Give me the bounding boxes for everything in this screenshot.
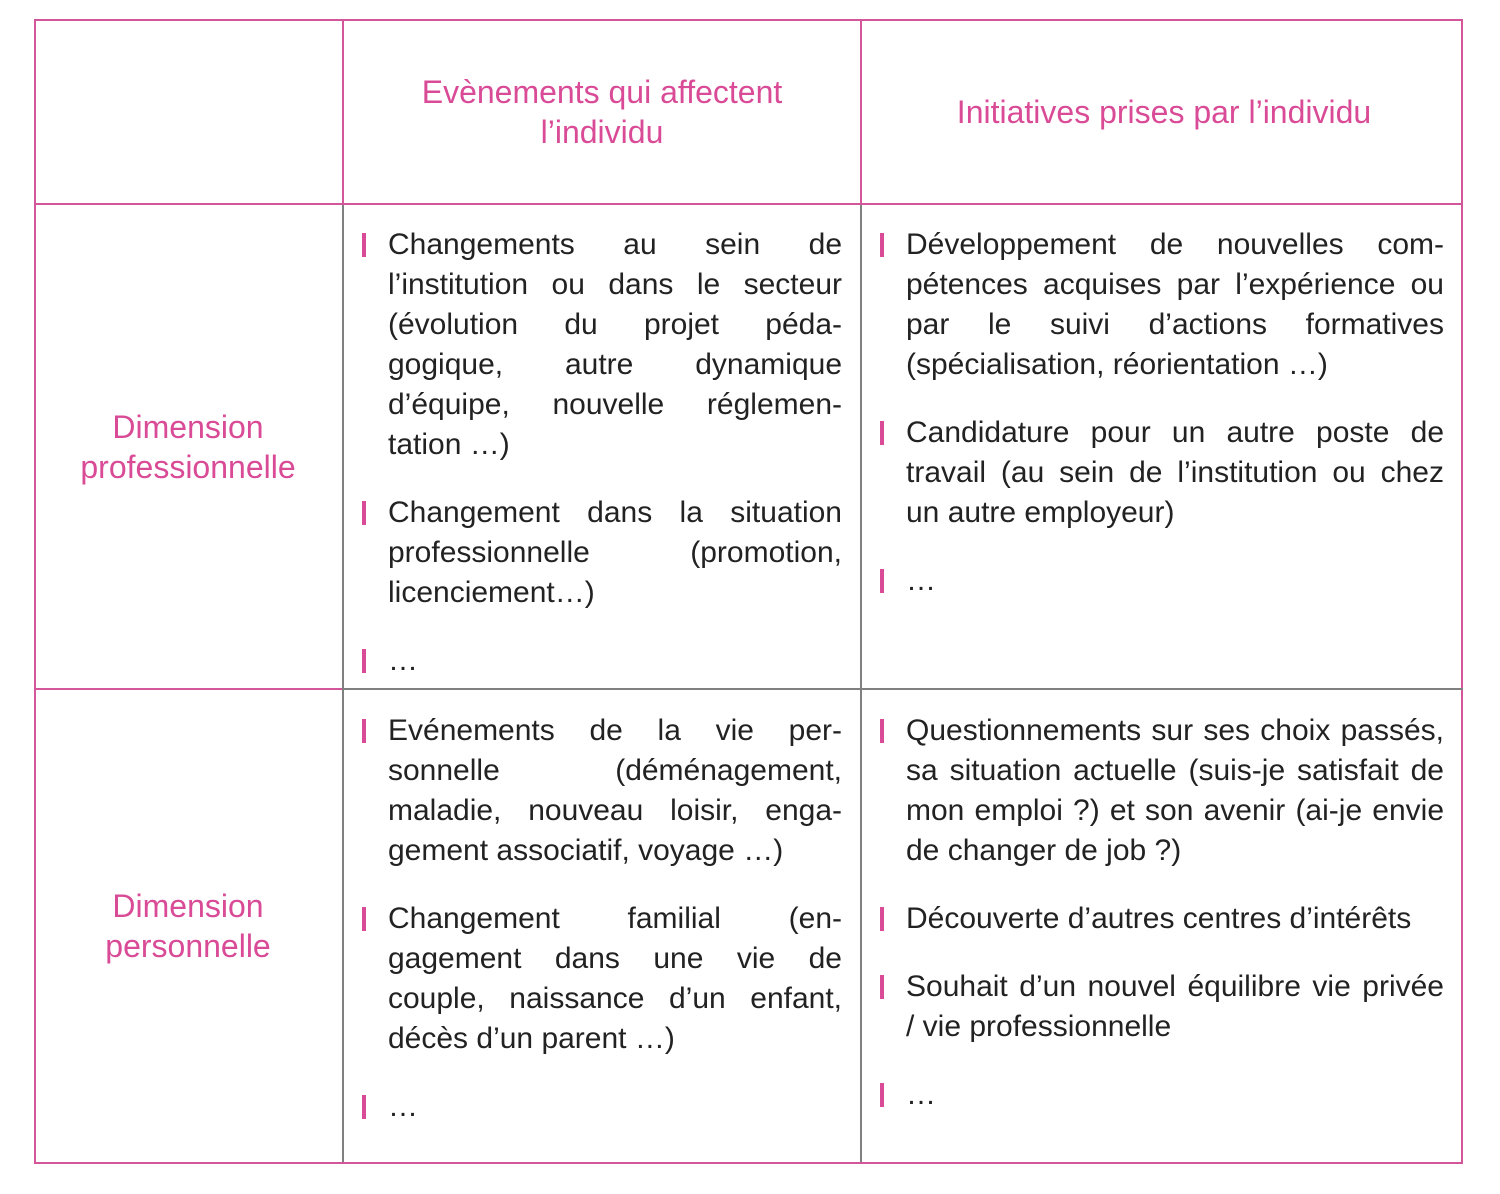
- list-item-text: …: [906, 564, 936, 597]
- cell-professional-initiatives: [878, 225, 1444, 629]
- list-item: [360, 711, 842, 871]
- list-item-text: Questionnements sur ses choix passés, sa situation actuelle (suis-je satisfait de mon emploi ?) et son avenir (ai-je envie de changer de job ?): [906, 714, 1444, 867]
- list-item: [360, 1087, 842, 1127]
- list-item-text: …: [388, 1090, 418, 1123]
- list-item-text: Découverte d’autres centres d’intérêts: [906, 902, 1412, 935]
- bullet-bar-icon: [880, 975, 884, 999]
- bullet-bar-icon: [880, 421, 884, 445]
- list-item: [878, 1075, 1444, 1115]
- list-item-text: Changement dans la situation professionnelle (promotion, licenciement…): [388, 496, 842, 609]
- row-label-professional: [64, 205, 312, 688]
- col-divider-2-header: [860, 19, 862, 205]
- row-label-professional-text: Dimension professionnelle: [80, 408, 296, 485]
- list-item: [360, 641, 842, 681]
- list-item: [878, 711, 1444, 871]
- bullet-bar-icon: [362, 1095, 366, 1119]
- table-border-bottom: [34, 1162, 1463, 1164]
- comparison-table: [34, 19, 1463, 1164]
- bullet-bar-icon: [362, 907, 366, 931]
- bullet-bar-icon: [362, 501, 366, 525]
- row-label-personal: [64, 690, 312, 1162]
- col-divider-2-body: [860, 205, 862, 1162]
- cell-personal-initiatives: [878, 711, 1444, 1143]
- list-item-text: Evénements de la vie per-sonnelle (déménagement, maladie, nouveau loisir, enga-gement associatif, voyage …): [388, 714, 842, 867]
- bullet-bar-icon: [362, 649, 366, 673]
- list-item: [360, 225, 842, 465]
- col-divider-1-body: [342, 205, 344, 1162]
- list-item: [878, 225, 1444, 385]
- list-item-text: Développement de nouvelles com-pétences acquises par l’expérience ou par le suivi d’actions formatives (spécialisation, réorientation …): [906, 228, 1444, 381]
- row-label-personal-text: Dimension personnelle: [105, 888, 271, 964]
- list-item-text: …: [906, 1078, 936, 1111]
- bullet-bar-icon: [362, 719, 366, 743]
- header-events-label: Evènements qui affectent l’individu: [421, 74, 783, 150]
- col-divider-1-header: [342, 19, 344, 205]
- bullet-bar-icon: [362, 233, 366, 257]
- list-item-text: …: [388, 644, 418, 677]
- list-item-text: Souhait d’un nouvel équilibre vie privée / vie professionnelle: [906, 970, 1444, 1043]
- list-item: [878, 899, 1444, 939]
- list-item-text: Changement familial (en-gagement dans une vie de couple, naissance d’un enfant, décès d’un parent …): [388, 902, 842, 1055]
- header-initiatives-label: Initiatives prises par l’individu: [956, 94, 1372, 130]
- list-item-text: Changements au sein de l’institution ou dans le secteur (évolution du projet péda-gogique, autre dynamique d’équipe, nouvelle réglemen-tation …): [388, 228, 842, 461]
- bullet-bar-icon: [880, 1083, 884, 1107]
- list-item: [360, 493, 842, 613]
- bullet-bar-icon: [880, 719, 884, 743]
- cell-personal-events: [360, 711, 842, 1155]
- bullet-bar-icon: [880, 233, 884, 257]
- header-initiatives: [904, 21, 1424, 203]
- table-border-right: [1461, 19, 1463, 1164]
- header-events: [374, 21, 830, 203]
- list-item: [360, 899, 842, 1059]
- list-item: [878, 967, 1444, 1047]
- header-empty-cell: [36, 21, 342, 203]
- bullet-bar-icon: [880, 907, 884, 931]
- list-item: [878, 561, 1444, 601]
- cell-professional-events: [360, 225, 842, 709]
- bullet-bar-icon: [880, 569, 884, 593]
- list-item-text: Candidature pour un autre poste de travail (au sein de l’institution ou chez un autre employeur): [906, 416, 1444, 529]
- list-item: [878, 413, 1444, 533]
